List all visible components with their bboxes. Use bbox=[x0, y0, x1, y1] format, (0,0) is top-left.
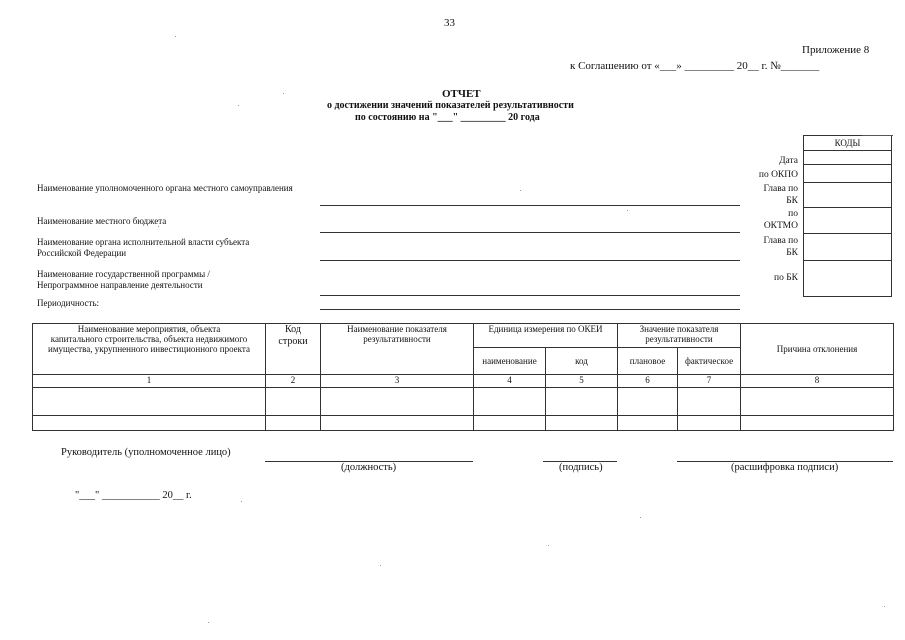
field-budget-line[interactable] bbox=[320, 232, 740, 233]
column-number: 1 bbox=[33, 375, 266, 388]
column-number: 5 bbox=[546, 375, 618, 388]
label-po-bk: по БК bbox=[773, 273, 798, 283]
code-cell-glava-bk-2[interactable] bbox=[804, 233, 891, 261]
column-number: 2 bbox=[266, 375, 321, 388]
header-deviation-reason: Причина отклонения bbox=[741, 324, 894, 375]
label-okpo: по ОКПО bbox=[758, 170, 798, 180]
page-number: 33 bbox=[444, 17, 455, 29]
column-number: 4 bbox=[474, 375, 546, 388]
label-budget: Наименование местного бюджета bbox=[37, 216, 167, 226]
column-number: 3 bbox=[321, 375, 474, 388]
column-number: 8 bbox=[741, 375, 894, 388]
header-unit-name: наименование bbox=[474, 348, 546, 375]
report-title: ОТЧЕТ bbox=[442, 88, 481, 100]
header-row-code: Код строки bbox=[266, 324, 321, 375]
label-executive-b: Российской Федерации bbox=[37, 248, 127, 258]
label-program-b: Непрограммное направление деятельности bbox=[37, 280, 203, 290]
label-glava-bk-1-b: БК bbox=[786, 196, 798, 206]
table-row[interactable] bbox=[33, 416, 894, 431]
header-value-plan: плановое bbox=[618, 348, 678, 375]
code-cell-oktmo[interactable] bbox=[804, 207, 891, 234]
header-unit-group: Единица измерения по ОКЕИ bbox=[474, 324, 618, 348]
code-cell-date[interactable] bbox=[804, 150, 891, 165]
header-unit-code: код bbox=[546, 348, 618, 375]
position-caption: (должность) bbox=[341, 462, 397, 473]
signature-caption: (подпись) bbox=[559, 462, 603, 473]
label-glava-bk-1-a: Глава по bbox=[763, 184, 798, 194]
column-number: 7 bbox=[678, 375, 741, 388]
agreement-reference: к Соглашению от «___» _________ 20__ г. №_______ bbox=[570, 60, 820, 72]
label-program-a: Наименование государственной программы / bbox=[37, 269, 210, 279]
label-glava-bk-2-a: Глава по bbox=[763, 236, 798, 246]
header-value-fact: фактическое bbox=[678, 348, 741, 375]
label-oktmo-b: ОКТМО bbox=[763, 221, 798, 231]
head-label: Руководитель (уполномоченное лицо) bbox=[61, 447, 231, 458]
header-indicator-name: Наименование показателя результативности bbox=[321, 324, 474, 375]
code-cell-glava-bk-1[interactable] bbox=[804, 182, 891, 208]
codes-box bbox=[803, 135, 892, 297]
header-event-name: Наименование мероприятия, объекта капитального строительства, объекта недвижимого имущества, укрупненного инвестиционного проекта bbox=[33, 324, 266, 375]
column-numbers-row bbox=[33, 375, 894, 388]
signature-date: "___" ___________ 20__ г. bbox=[75, 490, 192, 501]
header-value-group: Значение показателя результативности bbox=[618, 324, 741, 348]
appendix-title: Приложение 8 bbox=[802, 44, 870, 56]
codes-header: КОДЫ bbox=[804, 136, 891, 151]
column-number: 6 bbox=[618, 375, 678, 388]
results-table bbox=[32, 323, 894, 431]
field-periodicity-line[interactable] bbox=[320, 309, 740, 310]
table-row[interactable] bbox=[33, 388, 894, 416]
code-cell-okpo[interactable] bbox=[804, 164, 891, 183]
label-executive-a: Наименование органа исполнительной власти субъекта bbox=[37, 237, 250, 247]
label-authority: Наименование уполномоченного органа местного самоуправления bbox=[37, 183, 293, 193]
field-authority-line[interactable] bbox=[320, 205, 740, 206]
report-subtitle: о достижении значений показателей результативности bbox=[327, 100, 574, 111]
report-as-of: по состоянию на "___" _________ 20 года bbox=[355, 112, 540, 123]
label-glava-bk-2-b: БК bbox=[786, 248, 798, 258]
field-program-line[interactable] bbox=[320, 295, 740, 296]
label-date: Дата bbox=[779, 156, 798, 166]
label-oktmo-a: по bbox=[788, 209, 798, 219]
field-executive-line[interactable] bbox=[320, 260, 740, 261]
code-cell-po-bk[interactable] bbox=[804, 260, 891, 296]
label-periodicity: Периодичность: bbox=[37, 298, 100, 308]
decode-caption: (расшифровка подписи) bbox=[731, 462, 839, 473]
